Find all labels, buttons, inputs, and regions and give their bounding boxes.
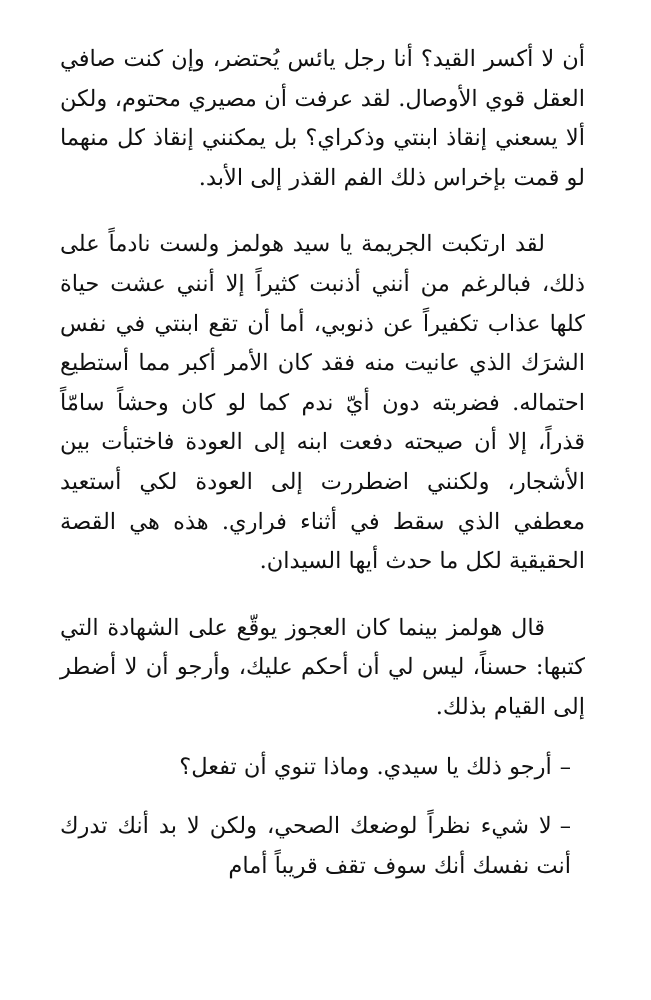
dialogue-line-1: [60, 748, 585, 788]
dialogue-line-2: [60, 807, 585, 886]
paragraph-3: قال هولمز بينما كان العجوز يوقّع على الشهادة التي كتبها: حسناً، ليس لي أن أحكم عليك، وأرجو أن لا أضطر إلى القيام بذلك.: [60, 614, 585, 720]
dialogue-dash: –: [559, 813, 571, 840]
paragraph-2: لقد ارتكبت الجريمة يا سيد هولمز ولست نادماً على ذلك، فبالرغم من أنني أذنبت كثيراً إلا أنني عشت حياة كلها عذاب تكفيراً عن ذنوبي، أما أن تقع ابنتي في نفس الشرَك الذي عانيت منه فقد كان الأمر أكبر مما أستطيع احتماله. فضربته دون أيّ ندم كما لو كان وحشاً سامّاً قذراً، إلا أن صيحته دفعت ابنه إلى العودة فاختبأت بين الأشجار، ولكنني اضطررت إلى العودة لكي أستعيد معطفي الذي سقط في أثناء فراري. هذه هي القصة الحقيقية لكل ما حدث أيها السيدان.: [60, 231, 585, 575]
dialogue-dash: –: [559, 753, 571, 780]
dialogue-text-2: لا شيء نظراً لوضعك الصحي، ولكن لا بد أنك تدرك أنت نفسك أنك سوف تقف قريباً أمام: [60, 813, 571, 879]
paragraph-1: أن لا أكسر القيد؟ أنا رجل يائس يُحتضر، وإن كنت صافي العقل قوي الأوصال. لقد عرفت أن مصيري محتوم، ولكن ألا يسعني إنقاذ ابنتي وذكراي؟ بل يمكنني إنقاذ كل منهما لو قمت بإخراس ذلك الفم القذر إلى الأبد.: [60, 46, 585, 191]
dialogue-text-1: أرجو ذلك يا سيدي. وماذا تنوي أن تفعل؟: [179, 753, 552, 780]
